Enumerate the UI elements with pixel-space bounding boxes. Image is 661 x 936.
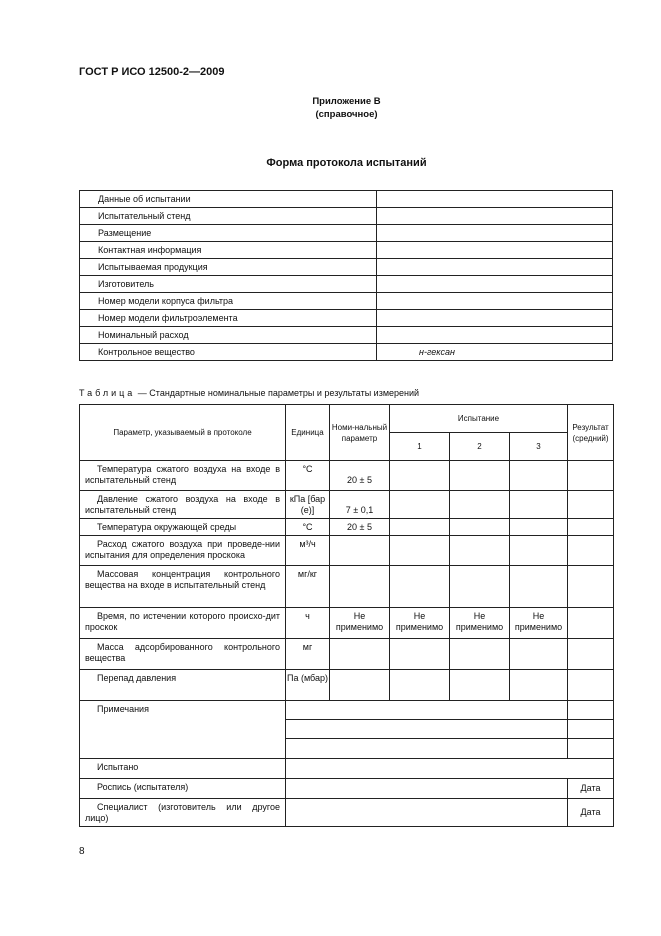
info-label: Данные об испытании [80, 191, 377, 208]
param-cell [80, 670, 286, 701]
standard-code: ГОСТ Р ИСО 12500-2—2009 [79, 66, 225, 78]
nominal-cell: Не применимо [330, 608, 390, 639]
header-test-2: 2 [450, 433, 510, 461]
param-text: Масса адсорбированного контрольного вещества [85, 642, 280, 663]
signature-row [80, 779, 614, 799]
header-nominal: Номи-нальный параметр [330, 405, 390, 461]
info-row [80, 310, 613, 327]
info-row [80, 191, 613, 208]
info-label: Номинальный расход [80, 327, 377, 344]
test-cell [510, 491, 568, 519]
specialist-row-field [286, 799, 568, 827]
param-cell [80, 491, 286, 519]
test-cell [450, 639, 510, 670]
appendix-title: Приложение В [312, 96, 381, 107]
info-label: Испытываемая продукция [80, 259, 377, 276]
param-cell [80, 536, 286, 566]
info-label: Номер модели фильтроэлемента [80, 310, 377, 327]
tested-row-text: Испытано [97, 762, 139, 772]
info-row [80, 208, 613, 225]
result-cell [568, 519, 614, 536]
param-text: Давление сжатого воздуха на входе в испытательный стенд [85, 494, 280, 515]
test-cell [510, 639, 568, 670]
notes-field [286, 739, 568, 759]
test-cell [390, 491, 450, 519]
info-value [377, 191, 613, 208]
info-value [377, 344, 613, 361]
test-cell [390, 566, 450, 608]
param-text: Массовая концентрация контрольного вещества на входе в испытательный стенд [85, 569, 280, 590]
info-value [377, 259, 613, 276]
table-caption-prefix: Таблица [79, 388, 136, 398]
param-text: Перепад давления [97, 673, 177, 683]
header-param: Параметр, указываемый в протоколе [80, 405, 286, 461]
test-cell [450, 491, 510, 519]
table-caption-text: — Стандартные номинальные параметры и результаты измерений [135, 388, 420, 398]
nominal-cell [330, 566, 390, 608]
param-text: Время, по истечении которого происхо-дит проскок [85, 611, 280, 632]
test-cell [390, 536, 450, 566]
specialist-row [80, 799, 614, 827]
test-cell [390, 670, 450, 701]
tested-row-field [286, 759, 614, 779]
test-cell [510, 519, 568, 536]
unit-cell: мг [286, 639, 330, 670]
result-cell [568, 608, 614, 639]
info-value-text: н-гексан [419, 347, 455, 357]
date-cell: Дата [568, 779, 614, 799]
header-test: Испытание [390, 405, 568, 433]
specialist-row-text: Специалист (изготовитель или другое лицо) [85, 802, 280, 823]
info-label: Контрольное вещество [80, 344, 377, 361]
test-cell: Не применимо [450, 608, 510, 639]
info-label: Контактная информация [80, 242, 377, 259]
test-cell [390, 519, 450, 536]
param-cell [80, 639, 286, 670]
results-row [80, 608, 614, 639]
results-row [80, 519, 614, 536]
unit-cell: °С [286, 519, 330, 536]
notes-field-end [568, 720, 614, 739]
test-cell [450, 670, 510, 701]
result-cell [568, 491, 614, 519]
info-row [80, 344, 613, 361]
info-value [377, 225, 613, 242]
test-cell [390, 461, 450, 491]
result-cell [568, 461, 614, 491]
info-row [80, 225, 613, 242]
info-row [80, 276, 613, 293]
notes-field [286, 720, 568, 739]
info-value [377, 242, 613, 259]
param-text: Расход сжатого воздуха при проведе-нии испытания для определения проскока [85, 539, 280, 560]
results-table [79, 404, 614, 827]
results-row [80, 639, 614, 670]
notes-field-end [568, 739, 614, 759]
unit-cell: кПа [бар (е)] [286, 491, 330, 519]
nominal-cell [330, 536, 390, 566]
notes-field-end [568, 701, 614, 720]
header-test-3: 3 [510, 433, 568, 461]
info-row [80, 259, 613, 276]
test-cell [510, 536, 568, 566]
info-row [80, 242, 613, 259]
param-text: Температура сжатого воздуха на входе в испытательный стенд [85, 464, 280, 485]
info-label: Номер модели корпуса фильтра [80, 293, 377, 310]
nominal-cell: 20 ± 5 [330, 461, 390, 491]
info-row [80, 327, 613, 344]
signature-row-text: Роспись (испытателя) [97, 782, 189, 792]
unit-cell: Па (мбар) [286, 670, 330, 701]
nominal-cell: 7 ± 0,1 [330, 491, 390, 519]
info-value [377, 208, 613, 225]
info-label: Размещение [80, 225, 377, 242]
signature-row-field [286, 779, 568, 799]
result-cell [568, 670, 614, 701]
test-cell [450, 461, 510, 491]
form-title: Форма протокола испытаний [266, 157, 427, 169]
info-label: Испытательный стенд [80, 208, 377, 225]
test-cell [450, 566, 510, 608]
result-cell [568, 566, 614, 608]
header-test-1: 1 [390, 433, 450, 461]
header-unit: Единица [286, 405, 330, 461]
signature-row-label [80, 779, 286, 799]
result-cell [568, 536, 614, 566]
tested-row [80, 759, 614, 779]
info-row [80, 293, 613, 310]
test-cell [390, 639, 450, 670]
info-value [377, 293, 613, 310]
nominal-cell [330, 670, 390, 701]
notes-row [80, 701, 614, 720]
info-value [377, 327, 613, 344]
param-cell [80, 608, 286, 639]
results-row [80, 566, 614, 608]
table-caption [79, 388, 419, 398]
test-cell [450, 519, 510, 536]
param-cell [80, 519, 286, 536]
param-text: Температура окружающей среды [97, 522, 237, 532]
param-cell [80, 461, 286, 491]
unit-cell: ч [286, 608, 330, 639]
results-row [80, 461, 614, 491]
param-cell [80, 566, 286, 608]
unit-cell: мг/кг [286, 566, 330, 608]
test-cell [510, 566, 568, 608]
test-cell: Не применимо [390, 608, 450, 639]
appendix-note: (справочное) [315, 109, 378, 120]
test-cell: Не применимо [510, 608, 568, 639]
result-cell [568, 639, 614, 670]
test-cell [510, 670, 568, 701]
date-cell: Дата [568, 799, 614, 827]
test-cell [510, 461, 568, 491]
unit-cell: °С [286, 461, 330, 491]
test-cell [450, 536, 510, 566]
results-row [80, 491, 614, 519]
info-value [377, 310, 613, 327]
header-result: Результат (средний) [568, 405, 614, 461]
nominal-cell [330, 639, 390, 670]
info-label: Изготовитель [80, 276, 377, 293]
info-table [79, 190, 613, 361]
tested-row-label [80, 759, 286, 779]
specialist-row-label [80, 799, 286, 827]
page-number: 8 [79, 846, 85, 857]
notes-label-text: Примечания [97, 704, 149, 714]
notes-label [80, 701, 286, 759]
notes-field [286, 701, 568, 720]
results-row [80, 536, 614, 566]
unit-cell: м³/ч [286, 536, 330, 566]
appendix-heading [0, 95, 661, 121]
results-row [80, 670, 614, 701]
nominal-cell: 20 ± 5 [330, 519, 390, 536]
info-value [377, 276, 613, 293]
